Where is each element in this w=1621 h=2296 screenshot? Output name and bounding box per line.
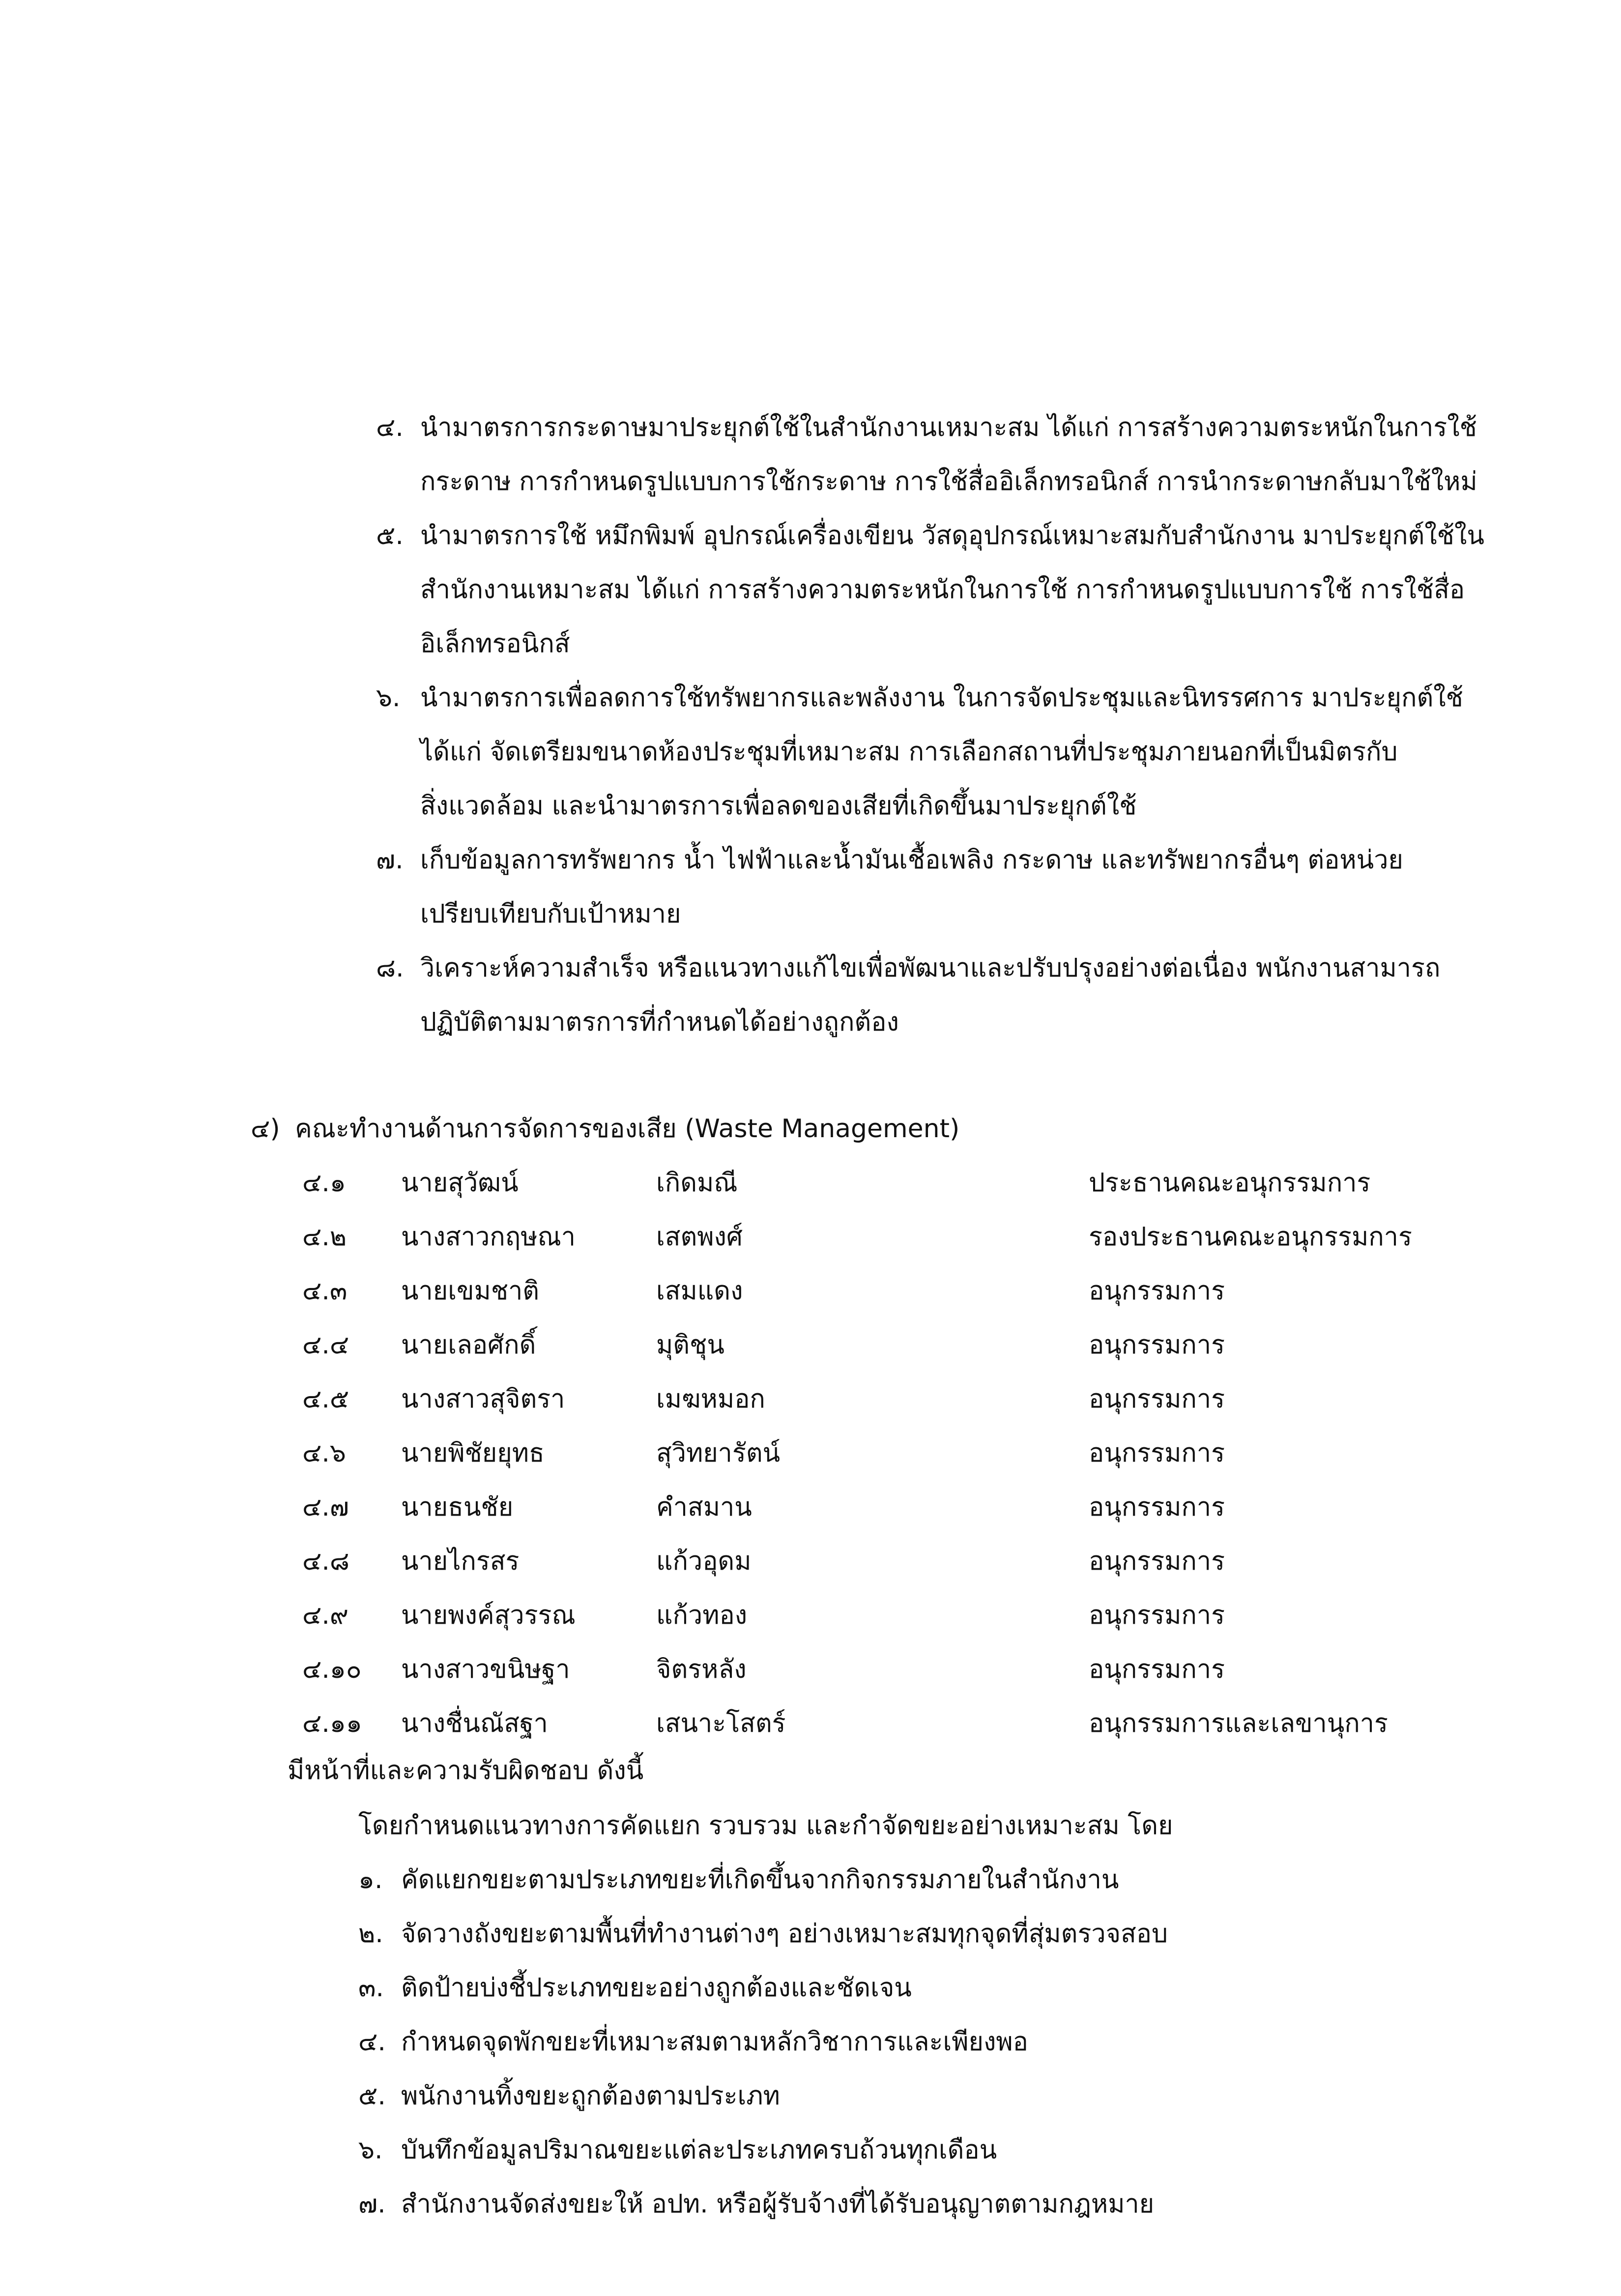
member-surname: สุวิทยารัตน์ [656, 1438, 781, 1468]
duty-text: คัดแยกขยะตามประเภทขยะที่เกิดขึ้นจากกิจกรรมภายในสำนักงาน [401, 1865, 1119, 1894]
measure-text-line: วิเคราะห์ความสำเร็จ หรือแนวทางแก้ไขเพื่อพัฒนาและปรับปรุงอย่างต่อเนื่อง พนักงานสามารถ [420, 953, 1441, 983]
member-surname: คำสมาน [656, 1492, 752, 1522]
member-surname: แก้วอุดม [656, 1547, 752, 1576]
measure-text-line: นำมาตรการเพื่อลดการใช้ทรัพยากรและพลังงาน ในการจัดประชุมและนิทรรศการ มาประยุกต์ใช้ [420, 683, 1463, 713]
member-number: ๔.๗ [302, 1492, 349, 1522]
measure-text-line: นำมาตรการใช้ หมึกพิมพ์ อุปกรณ์เครื่องเขียน วัสดุอุปกรณ์เหมาะสมกับสำนักงาน มาประยุกต์ใช้ใน [420, 521, 1484, 550]
member-number: ๔.๑๐ [302, 1655, 362, 1684]
duty-text: บันทึกข้อมูลปริมาณขยะแต่ละประเภทครบถ้วนทุกเดือน [401, 2135, 997, 2165]
measure-text-line: สำนักงานเหมาะสม ได้แก่ การสร้างความตระหนักในการใช้ การกำหนดรูปแบบการใช้ การใช้สื่อ [420, 575, 1465, 604]
member-name: นางสาวขนิษฐา [401, 1655, 570, 1684]
duty-text: กำหนดจุดพักขยะที่เหมาะสมตามหลักวิชาการและเพียงพอ [401, 2027, 1028, 2057]
member-number: ๔.๖ [302, 1438, 346, 1468]
member-role: อนุกรรมการ [1089, 1492, 1225, 1522]
member-name: นายพงค์สุวรรณ [401, 1601, 576, 1630]
member-number: ๔.๒ [302, 1222, 347, 1252]
member-number: ๔.๔ [302, 1330, 349, 1360]
duty-number: ๑. [358, 1865, 383, 1894]
member-number: ๔.๑๑ [302, 1709, 362, 1738]
member-surname: เกิดมณี [656, 1168, 738, 1198]
member-role: อนุกรรมการ [1089, 1384, 1225, 1414]
member-role: อนุกรรมการและเลขานุการ [1089, 1709, 1388, 1738]
measure-text-line: นำมาตรการกระดาษมาประยุกต์ใช้ในสำนักงานเหมาะสม ได้แก่ การสร้างความตระหนักในการใช้ [420, 413, 1477, 442]
duties-heading: มีหน้าที่และความรับผิดชอบ ดังนี้ [288, 1756, 644, 1785]
member-surname: แก้วทอง [656, 1601, 748, 1630]
measure-text-line: กระดาษ การกำหนดรูปแบบการใช้กระดาษ การใช้สื่ออิเล็กทรอนิกส์ การนำกระดาษกลับมาใช้ใหม่ [420, 467, 1477, 496]
committee-title: คณะทำงานด้านการจัดการของเสีย (Waste Management) [295, 1114, 960, 1144]
member-number: ๔.๘ [302, 1547, 350, 1576]
member-surname: เสนาะโสตร์ [656, 1709, 786, 1738]
member-name: นายสุวัฒน์ [401, 1168, 519, 1198]
member-number: ๔.๕ [302, 1384, 349, 1414]
member-name: นายพิชัยยุทธ [401, 1438, 545, 1468]
member-number: ๔.๓ [302, 1276, 347, 1306]
duty-number: ๓. [358, 1973, 384, 2003]
duty-number: ๗. [358, 2189, 386, 2219]
duty-text: พนักงานทิ้งขยะถูกต้องตามประเภท [401, 2081, 780, 2111]
measure-text-line: สิ่งแวดล้อม และนำมาตรการเพื่อลดของเสียที่เกิดขึ้นมาประยุกต์ใช้ [420, 791, 1137, 821]
member-surname: เมฆหมอก [656, 1384, 765, 1414]
member-name: นางสาวสุจิตรา [401, 1384, 565, 1414]
member-name: นายธนชัย [401, 1492, 514, 1522]
member-role: อนุกรรมการ [1089, 1601, 1225, 1630]
duty-number: ๖. [358, 2135, 383, 2165]
member-name: นางชื่นณัสฐา [401, 1709, 548, 1738]
duties-intro: โดยกำหนดแนวทางการคัดแยก รวบรวม และกำจัดขยะอย่างเหมาะสม โดย [358, 1811, 1173, 1840]
member-name: นางสาวกฤษณา [401, 1222, 576, 1252]
member-surname: เสตพงศ์ [656, 1222, 743, 1252]
measure-text-line: อิเล็กทรอนิกส์ [420, 629, 570, 659]
measure-number: ๕. [376, 521, 404, 550]
member-number: ๔.๙ [302, 1601, 348, 1630]
member-name: นายไกรสร [401, 1547, 520, 1576]
member-surname: เสมแดง [656, 1276, 743, 1306]
duty-text: จัดวางถังขยะตามพื้นที่ทำงานต่างๆ อย่างเหมาะสมทุกจุดที่สุ่มตรวจสอบ [401, 1919, 1168, 1949]
duty-number: ๔. [358, 2027, 386, 2057]
member-role: อนุกรรมการ [1089, 1547, 1225, 1576]
measure-text-line: เก็บข้อมูลการทรัพยากร น้ำ ไฟฟ้าและน้ำมันเชื้อเพลิง กระดาษ และทรัพยากรอื่นๆ ต่อหน่วย [420, 845, 1403, 875]
committee-number: ๔) [251, 1114, 280, 1144]
member-number: ๔.๑ [302, 1168, 346, 1198]
member-role: อนุกรรมการ [1089, 1438, 1225, 1468]
measure-text-line: ได้แก่ จัดเตรียมขนาดห้องประชุมที่เหมาะสม การเลือกสถานที่ประชุมภายนอกที่เป็นมิตรกับ [420, 737, 1398, 767]
member-role: อนุกรรมการ [1089, 1276, 1225, 1306]
measure-text-line: ปฏิบัติตามมาตรการที่กำหนดได้อย่างถูกต้อง [420, 1007, 899, 1037]
measure-number: ๗. [376, 845, 404, 875]
member-role: รองประธานคณะอนุกรรมการ [1089, 1222, 1412, 1252]
member-name: นายเขมชาติ [401, 1276, 540, 1306]
duty-text: สำนักงานจัดส่งขยะให้ อปท. หรือผู้รับจ้างที่ได้รับอนุญาตตามกฎหมาย [401, 2189, 1155, 2219]
member-role: ประธานคณะอนุกรรมการ [1089, 1168, 1371, 1198]
measure-text-line: เปรียบเทียบกับเป้าหมาย [420, 899, 681, 929]
duty-number: ๕. [358, 2081, 386, 2111]
measure-number: ๔. [376, 413, 404, 442]
measure-number: ๘. [376, 953, 404, 983]
measure-number: ๖. [376, 683, 401, 713]
member-name: นายเลอศักดิ์ [401, 1330, 536, 1360]
member-role: อนุกรรมการ [1089, 1330, 1225, 1360]
duty-number: ๒. [358, 1919, 383, 1949]
member-surname: มุติชุน [656, 1330, 724, 1360]
duty-text: ติดป้ายบ่งชี้ประเภทขยะอย่างถูกต้องและชัดเจน [401, 1973, 912, 2003]
member-role: อนุกรรมการ [1089, 1655, 1225, 1684]
member-surname: จิตรหลัง [656, 1655, 747, 1684]
